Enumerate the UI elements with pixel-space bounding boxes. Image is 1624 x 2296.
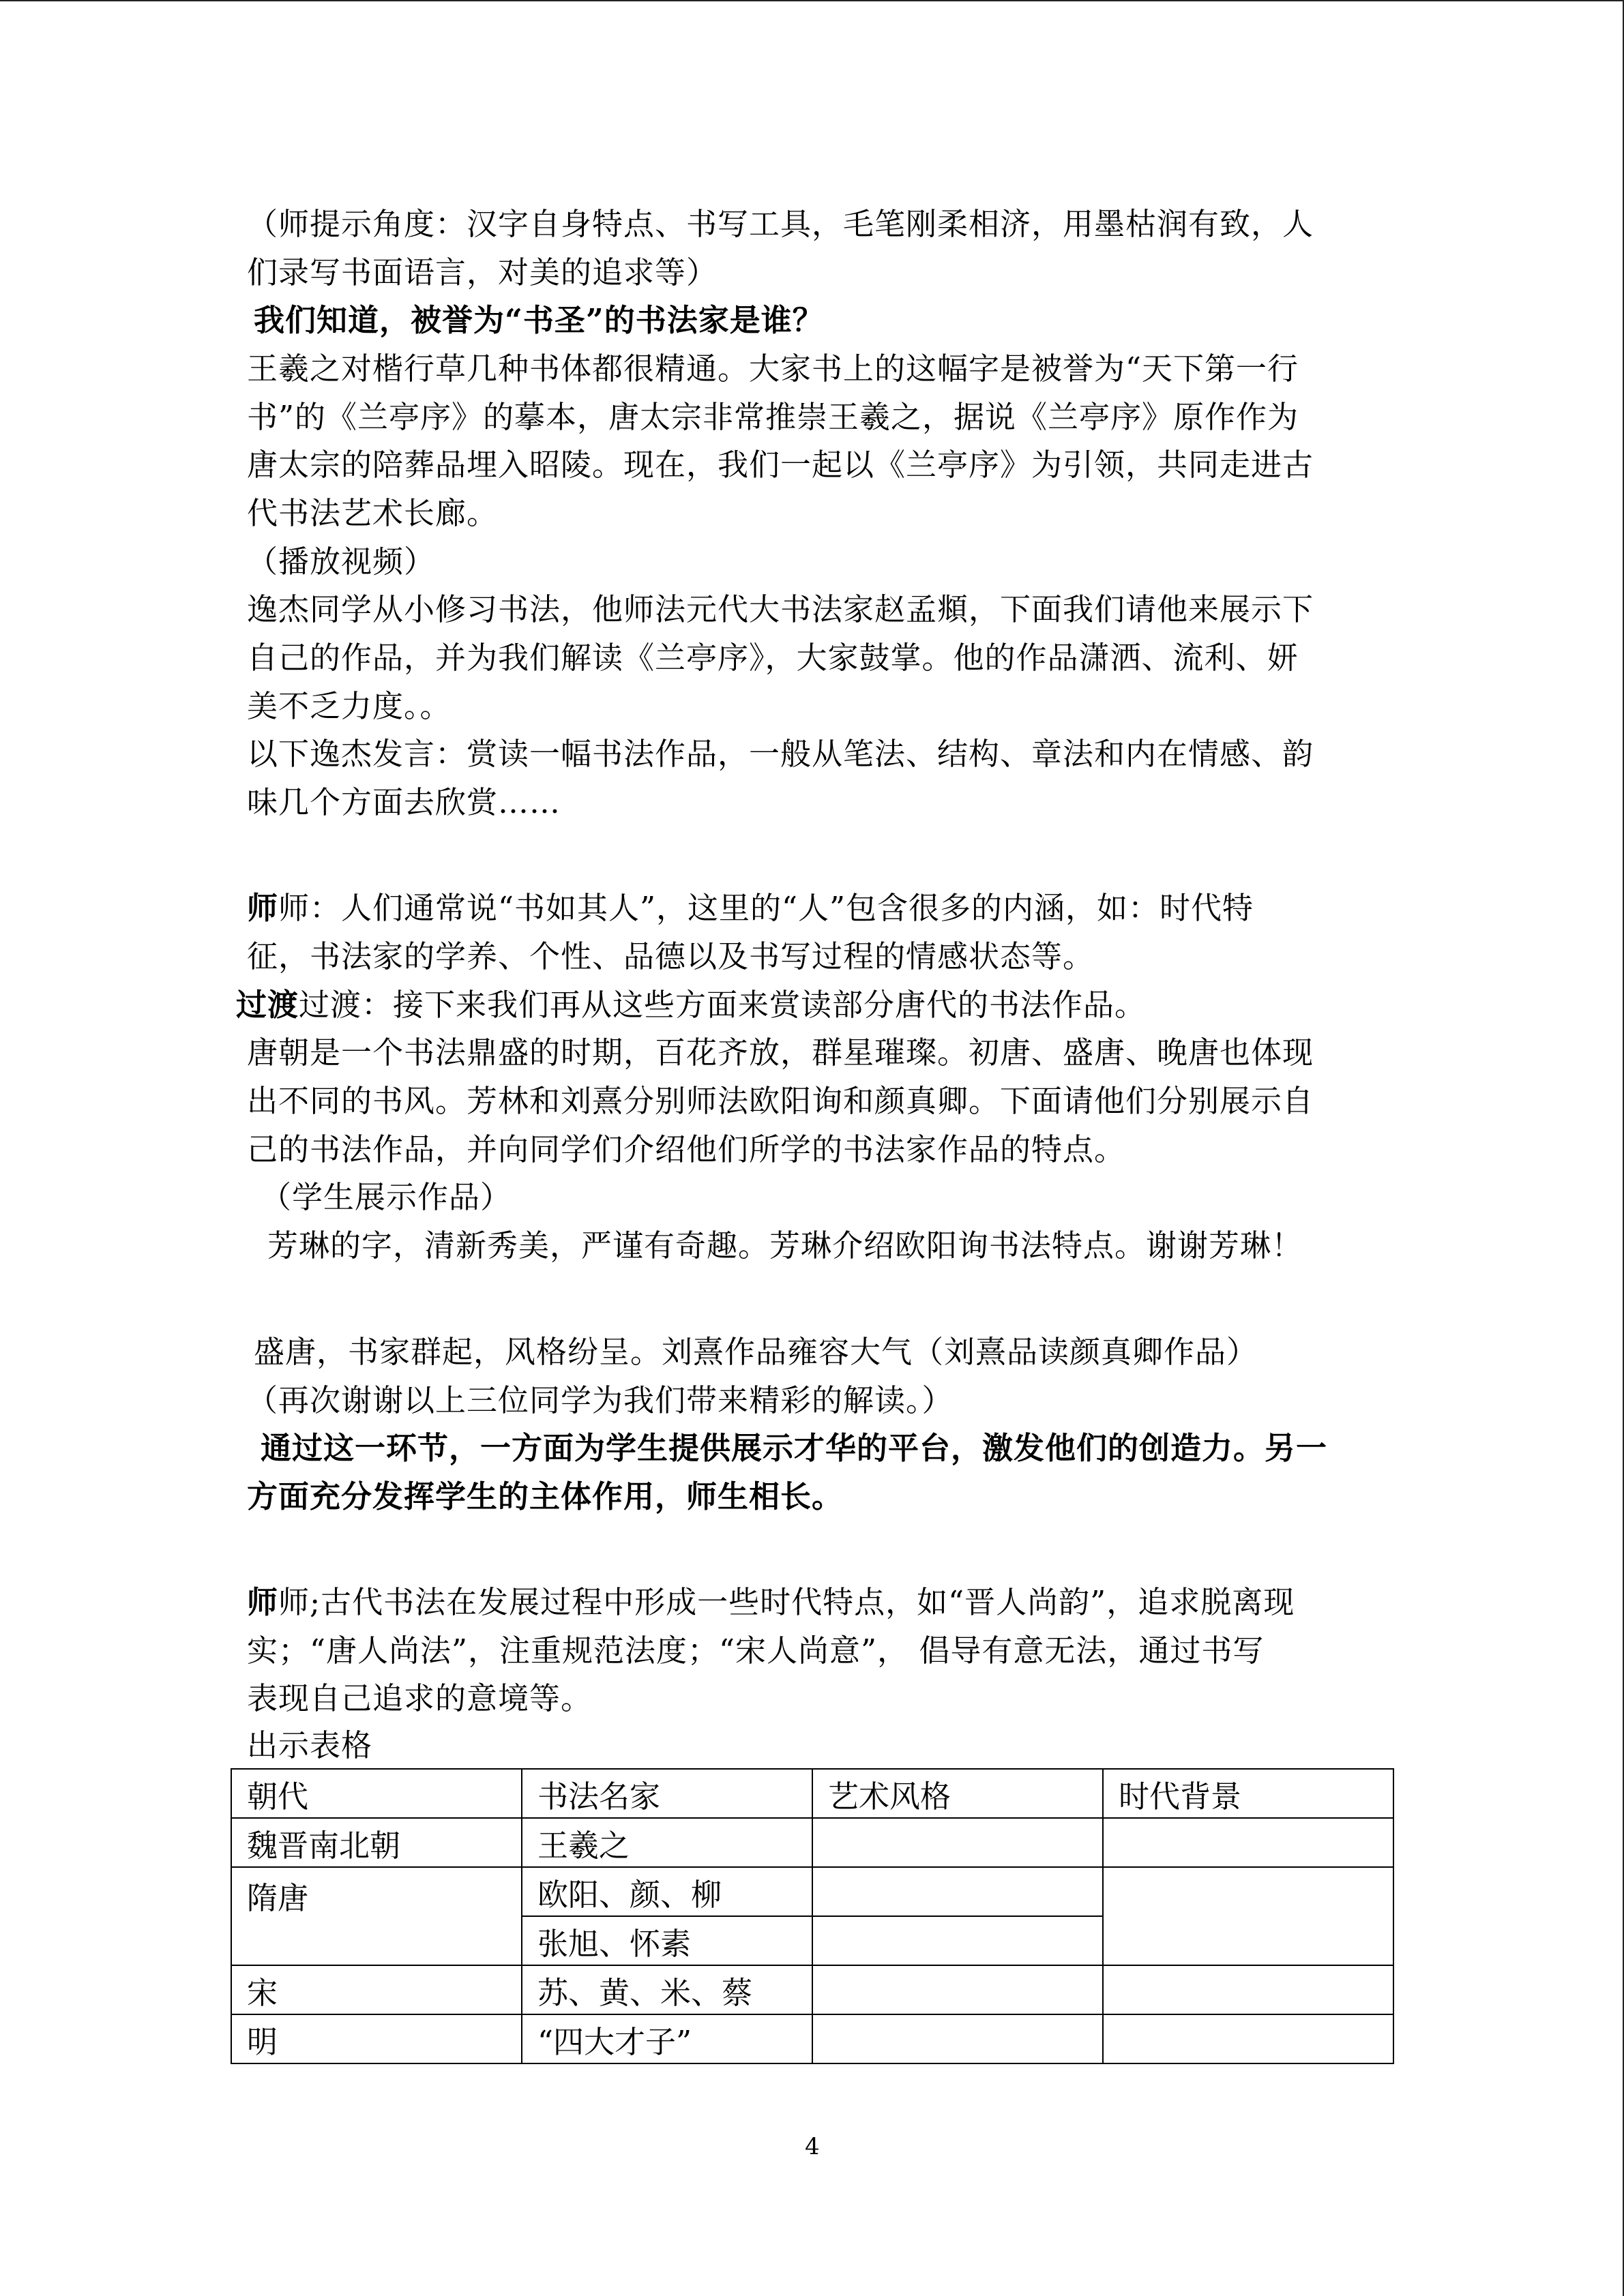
table-caption: 出示表格	[247, 1727, 373, 1763]
text-line: （再次谢谢以上三位同学为我们带来精彩的解读。）	[247, 1382, 954, 1418]
text-line: （师提示角度：汉字自身特点、书写工具，毛笔刚柔相济，用墨枯润有致，人	[247, 206, 1314, 242]
masters-cell: “四大才子”	[522, 2014, 812, 2063]
calligraphy-table	[231, 1768, 1394, 2064]
text-line: 实；“唐人尚法”，注重规范法度；“宋人尚意”， 倡导有意无法，通过书写	[247, 1632, 1265, 1669]
text-line: 们录写书面语言，对美的追求等）	[247, 254, 718, 290]
table-header-row	[231, 1769, 1393, 1818]
teacher-remark: 师：人们通常说“书如其人”，这里的“人”包含很多的内涵，如：时代特	[278, 890, 1254, 926]
question-heading: 我们知道，被誉为“书圣”的书法家是谁？	[254, 302, 824, 338]
teacher-remark: 师;古代书法在发展过程中形成一些时代特点，如“晋人尚韵”，追求脱离现	[278, 1584, 1295, 1620]
masters-cell: 苏、黄、米、蔡	[522, 1965, 812, 2014]
style-cell	[812, 1867, 1103, 1916]
text-line: 书”的《兰亭序》的摹本，唐太宗非常推崇王羲之，据说《兰亭序》原作作为	[247, 399, 1299, 435]
table-row	[231, 1867, 1393, 1916]
text-line: 代书法艺术长廊。	[247, 495, 499, 531]
text-line: （学生展示作品）	[261, 1179, 512, 1215]
bold-paragraph-line: 通过这一环节，一方面为学生提供展示才华的平台，激发他们的创造力。另一	[261, 1430, 1328, 1466]
text-line: 出不同的书风。芳林和刘熹分别师法欧阳询和颜真卿。下面请他们分别展示自	[247, 1083, 1314, 1119]
masters-cell: 王羲之	[522, 1818, 812, 1867]
text-line: 唐太宗的陪葬品埋入昭陵。现在，我们一起以《兰亭序》为引领，共同走进古	[247, 447, 1314, 483]
masters-cell: 欧阳、颜、柳	[522, 1867, 812, 1916]
page-number: 4	[805, 2133, 820, 2160]
text-line: 芳琳的字，清新秀美，严谨有奇趣。芳琳介绍欧阳询书法特点。谢谢芳琳！	[267, 1227, 1303, 1264]
dynasty-cell: 隋唐	[231, 1867, 522, 1965]
background-cell	[1103, 1818, 1393, 1867]
dynasty-cell: 明	[231, 2014, 522, 2063]
transition-line	[236, 985, 1146, 1026]
style-cell	[812, 1916, 1103, 1965]
text-line: 王羲之对楷行草几种书体都很精通。大家书上的这幅字是被誉为“天下第一行	[247, 351, 1299, 387]
teacher-label: 师	[247, 890, 279, 926]
table-row	[231, 1818, 1393, 1867]
text-line: 自己的作品，并为我们解读《兰亭序》，大家鼓掌。他的作品潇洒、流利、妍	[247, 640, 1299, 676]
dynasty-cell: 魏晋南北朝	[231, 1818, 522, 1867]
text-line: 味几个方面去欣赏……	[247, 784, 561, 820]
table-header-cell: 时代背景	[1103, 1769, 1393, 1818]
transition-label: 过渡	[236, 987, 299, 1023]
bold-paragraph-line: 方面充分发挥学生的主体作用，师生相长。	[247, 1478, 844, 1515]
text-line: 征，书法家的学养、个性、品德以及书写过程的情感状态等。	[247, 938, 1095, 974]
table-header-cell: 朝代	[231, 1769, 522, 1818]
teacher-line	[247, 1582, 1295, 1623]
table-header-cell: 书法名家	[522, 1769, 812, 1818]
transition-remark: 过渡：接下来我们再从这些方面来赏读部分唐代的书法作品。	[299, 987, 1147, 1023]
table-header-cell: 艺术风格	[812, 1769, 1103, 1818]
masters-cell: 张旭、怀素	[522, 1916, 812, 1965]
table-row	[231, 2014, 1393, 2063]
style-cell	[812, 1818, 1103, 1867]
text-line: 以下逸杰发言：赏读一幅书法作品，一般从笔法、结构、章法和内在情感、韵	[247, 736, 1314, 772]
page-border-top	[0, 0, 1624, 1]
teacher-line	[247, 888, 1254, 929]
table-row	[231, 1965, 1393, 2014]
text-line: 盛唐，书家群起，风格纷呈。刘熹作品雍容大气（刘熹品读颜真卿作品）	[254, 1334, 1258, 1370]
text-line: 表现自己追求的意境等。	[247, 1680, 593, 1716]
teacher-label: 师	[247, 1584, 279, 1620]
dynasty-cell: 宋	[231, 1965, 522, 2014]
text-line: （播放视频）	[247, 543, 436, 580]
background-cell	[1103, 1867, 1393, 1965]
background-cell	[1103, 1965, 1393, 2014]
style-cell	[812, 1965, 1103, 2014]
text-line: 己的书法作品，并向同学们介绍他们所学的书法家作品的特点。	[247, 1131, 1126, 1167]
style-cell	[812, 2014, 1103, 2063]
text-line: 逸杰同学从小修习书法，他师法元代大书法家赵孟頫，下面我们请他来展示下	[247, 591, 1314, 627]
text-line: 美不乏力度。。	[247, 688, 452, 724]
background-cell	[1103, 2014, 1393, 2063]
text-line: 唐朝是一个书法鼎盛的时期，百花齐放，群星璀璨。初唐、盛唐、晚唐也体现	[247, 1034, 1314, 1071]
